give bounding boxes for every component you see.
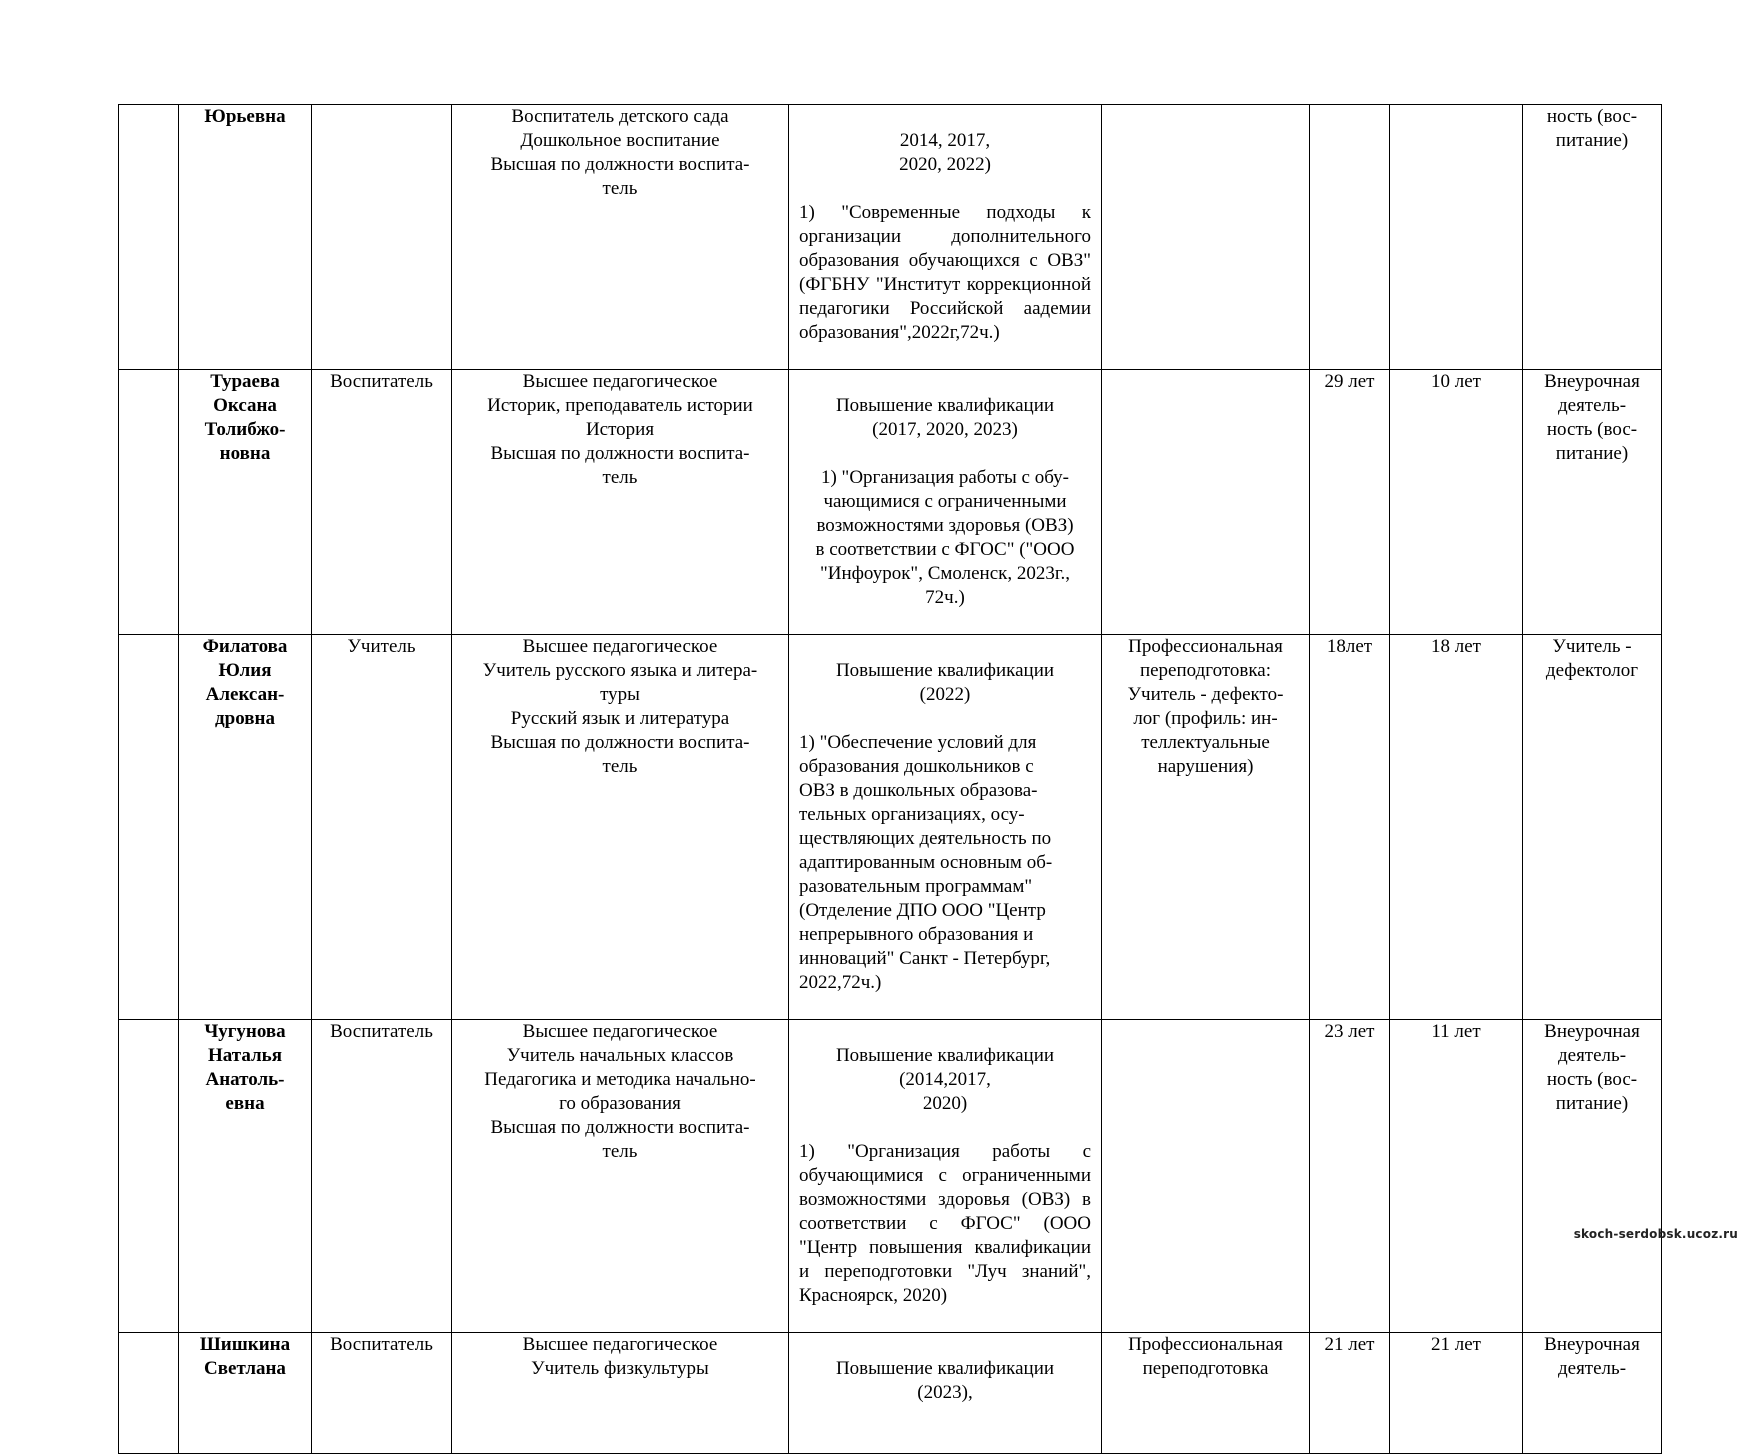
employee-name-cell: Филатова Юлия Алексан- дровна — [179, 635, 312, 1020]
teaching-experience-cell: 11 лет — [1390, 1020, 1523, 1333]
total-experience-cell: 21 лет — [1310, 1333, 1390, 1454]
education-cell: Высшее педагогическое Учитель русского языка и литера- туры Русский язык и литература Высшая по должности воспита- тель — [452, 635, 789, 1020]
row-number-cell — [119, 635, 179, 1020]
education-cell: Высшее педагогическое Историк, преподаватель истории История Высшая по должности воспита- тель — [452, 370, 789, 635]
position-cell — [312, 105, 452, 370]
total-experience-cell: 18лет — [1310, 635, 1390, 1020]
training-courses-cell — [789, 105, 1102, 370]
employee-name-cell: Юрьевна — [179, 105, 312, 370]
total-experience-cell: 23 лет — [1310, 1020, 1390, 1333]
subjects-cell: Внеурочная деятель- ность (вос- питание) — [1523, 370, 1662, 635]
courses-text: 1) "Организация работы с обу- чающимися с ограниченными возможностями здоровья (ОВЗ) в соответствии с ФГОС" ("ООО "Инфоурок", Смоленск, 2023г., 72ч.) — [815, 467, 1075, 608]
training-courses-cell — [789, 1020, 1102, 1333]
retraining-cell — [1102, 1020, 1310, 1333]
training-courses-cell — [789, 635, 1102, 1020]
total-experience-cell — [1310, 105, 1390, 370]
teaching-experience-cell: 21 лет — [1390, 1333, 1523, 1454]
subjects-cell: Внеурочная деятель- ность (вос- питание) — [1523, 1020, 1662, 1333]
position-cell: Воспитатель — [312, 370, 452, 635]
row-number-cell — [119, 1020, 179, 1333]
employee-name-cell: Чугунова Наталья Анатоль- евна — [179, 1020, 312, 1333]
position-cell: Воспитатель — [312, 1020, 452, 1333]
total-experience-cell: 29 лет — [1310, 370, 1390, 635]
courses-text: 1) "Обеспечение условий для образования дошкольников с ОВЗ в дошкольных образова- тельных организациях, осу- ществляющих деятельность по адаптированным основным об- разовательным программам" (Отделение ДПО ООО "Центр непрерывного образования и инноваций" Санкт - Петербург, 2022,72ч.) — [799, 732, 1053, 993]
position-cell: Воспитатель — [312, 1333, 452, 1454]
courses-text: 1) "Организация работы с обучающимися с ограниченными возможностями здоровья (ОВЗ) в соответствии с ФГОС" (ООО "Центр повышения квалификации и переподготовки "Луч знаний", Красноярск, 2020) — [799, 1141, 1091, 1306]
table-row — [119, 105, 1662, 370]
training-courses-cell — [789, 370, 1102, 635]
courses-heading: Повышение квалификации (2022) — [835, 660, 1055, 705]
employee-name-cell: Тураева Оксана Толибжо- новна — [179, 370, 312, 635]
retraining-cell — [1102, 105, 1310, 370]
courses-heading: Повышение квалификации (2017, 2020, 2023) — [835, 395, 1055, 440]
teaching-experience-cell: 18 лет — [1390, 635, 1523, 1020]
site-watermark: skoch-serdobsk.ucoz.ru — [1573, 1227, 1738, 1241]
table-row — [119, 370, 1662, 635]
education-cell: Высшее педагогическое Учитель начальных классов Педагогика и методика начально- го образования Высшая по должности воспита- тель — [452, 1020, 789, 1333]
table-row — [119, 1333, 1662, 1454]
row-number-cell — [119, 1333, 179, 1454]
retraining-cell — [1102, 370, 1310, 635]
education-cell: Высшее педагогическое Учитель физкультуры — [452, 1333, 789, 1454]
retraining-cell: Профессиональная переподготовка: Учитель - дефекто- лог (профиль: ин- теллектуальные нарушения) — [1102, 635, 1310, 1020]
teaching-experience-cell: 10 лет — [1390, 370, 1523, 635]
subjects-cell: Учитель - дефектолог — [1523, 635, 1662, 1020]
courses-heading: Повышение квалификации (2023), — [835, 1358, 1055, 1403]
table-row — [119, 1020, 1662, 1333]
row-number-cell — [119, 105, 179, 370]
subjects-cell: ность (вос- питание) — [1523, 105, 1662, 370]
row-number-cell — [119, 370, 179, 635]
training-courses-cell — [789, 1333, 1102, 1454]
position-cell: Учитель — [312, 635, 452, 1020]
subjects-cell: Внеурочная деятель- — [1523, 1333, 1662, 1454]
courses-heading: Повышение квалификации (2014,2017, 2020) — [835, 1045, 1055, 1114]
employee-name-cell: Шишкина Светлана — [179, 1333, 312, 1454]
courses-heading: 2014, 2017, 2020, 2022) — [899, 130, 991, 175]
courses-text: 1) "Современные подходы к организации дополнительного образования обучающихся с ОВЗ" (ФГБНУ "Институт коррекционной педагогики Российской аадемии образования",2022г,72ч.) — [799, 202, 1091, 343]
teaching-experience-cell — [1390, 105, 1523, 370]
table-row — [119, 635, 1662, 1020]
staff-table — [118, 104, 1662, 1454]
education-cell: Воспитатель детского сада Дошкольное воспитание Высшая по должности воспита- тель — [452, 105, 789, 370]
retraining-cell: Профессиональная переподготовка — [1102, 1333, 1310, 1454]
